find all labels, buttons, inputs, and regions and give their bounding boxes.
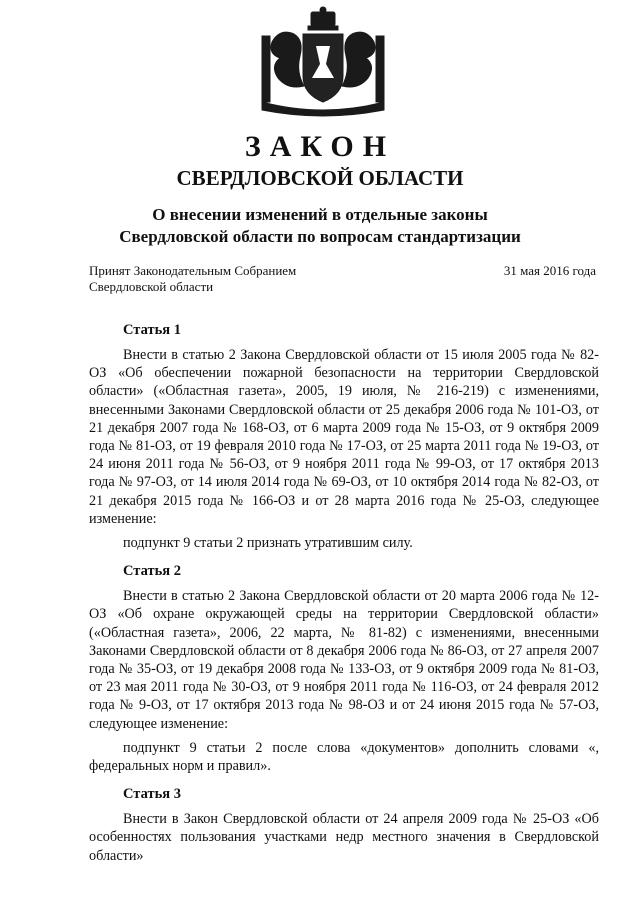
article-2-text: Внести в статью 2 Закона Свердловской области от 20 марта 2006 года № 12-ОЗ «Об охране окружающей среды на территории Свердловской области» («Областная газета», 2006, 22 марта, № 81-82) с изменениями, внесенными Законами Свердловской области от 8 декабря 2006 года № 86-ОЗ, от 27 апреля 2007 года № 35-ОЗ, от 19 декабря 2008 года № 133-ОЗ, от 9 октября 2009 года № 81-ОЗ, от 23 мая 2011 года № 30-ОЗ, от 9 ноября 2011 года № 116-ОЗ, от 24 февраля 2012 года № 9-ОЗ, от 17 октября 2013 года № 98-ОЗ и от 24 июня 2015 года № 57-ОЗ, следующее изменение: — [89, 588, 599, 732]
law-subtitle — [0, 204, 640, 248]
article-1-text: Внести в статью 2 Закона Свердловской области от 15 июля 2005 года № 82-ОЗ «Об обеспечении пожарной безопасности на территории Свердловской области» («Областная газета», 2005, 19 июля, № 216-219) с изменениями, внесенными Законами Свердловской области от 25 декабря 2006 года № 101-ОЗ, от 21 декабря 2007 года № 168-ОЗ, от 6 марта 2009 года № 15-ОЗ, от 9 октября 2009 года № 81-ОЗ, от 19 февраля 2010 года № 17-ОЗ, от 25 марта 2011 года № 19-ОЗ, от 24 июня 2011 года № 56-ОЗ, от 9 ноября 2011 года № 99-ОЗ, от 17 октября 2013 года № 97-ОЗ, от 14 июля 2014 года № 69-ОЗ, от 10 октября 2014 года № 82-ОЗ, от 21 декабря 2015 года № 166-ОЗ и от 28 марта 2016 года № 25-ОЗ, следующее изменение: — [89, 347, 599, 527]
adopted-by — [89, 263, 296, 295]
adopted-line-2: Свердловской области — [89, 279, 214, 294]
law-body — [89, 320, 599, 871]
article-1-clause: подпункт 9 статьи 2 признать утратившим силу. — [123, 535, 413, 552]
adopted-line-1: Принят Законодательным Собранием — [89, 263, 297, 278]
article-3-title: Статья 3 — [123, 786, 181, 803]
subtitle-line-1: О внесении изменений в отдельные законы — [152, 205, 488, 224]
region-title: СВЕРДЛОВСКОЙ ОБЛАСТИ — [176, 166, 464, 190]
law-title: ЗАКОН — [244, 130, 396, 163]
article-2-clause: подпункт 9 статьи 2 после слова «документов» дополнить словами «, федеральных норм и правил». — [89, 739, 599, 775]
coat-of-arms-emblem — [258, 6, 388, 118]
article-2-title: Статья 2 — [123, 563, 181, 580]
adoption-date: 31 мая 2016 года — [503, 263, 596, 278]
article-3-text: Внести в Закон Свердловской области от 24 апреля 2009 года № 25-ОЗ «Об особенностях пользования участками недр местного значения в Свердловской области» — [89, 811, 599, 864]
subtitle-line-2: Свердловской области по вопросам стандартизации — [119, 227, 521, 246]
article-1-title: Статья 1 — [123, 322, 181, 338]
